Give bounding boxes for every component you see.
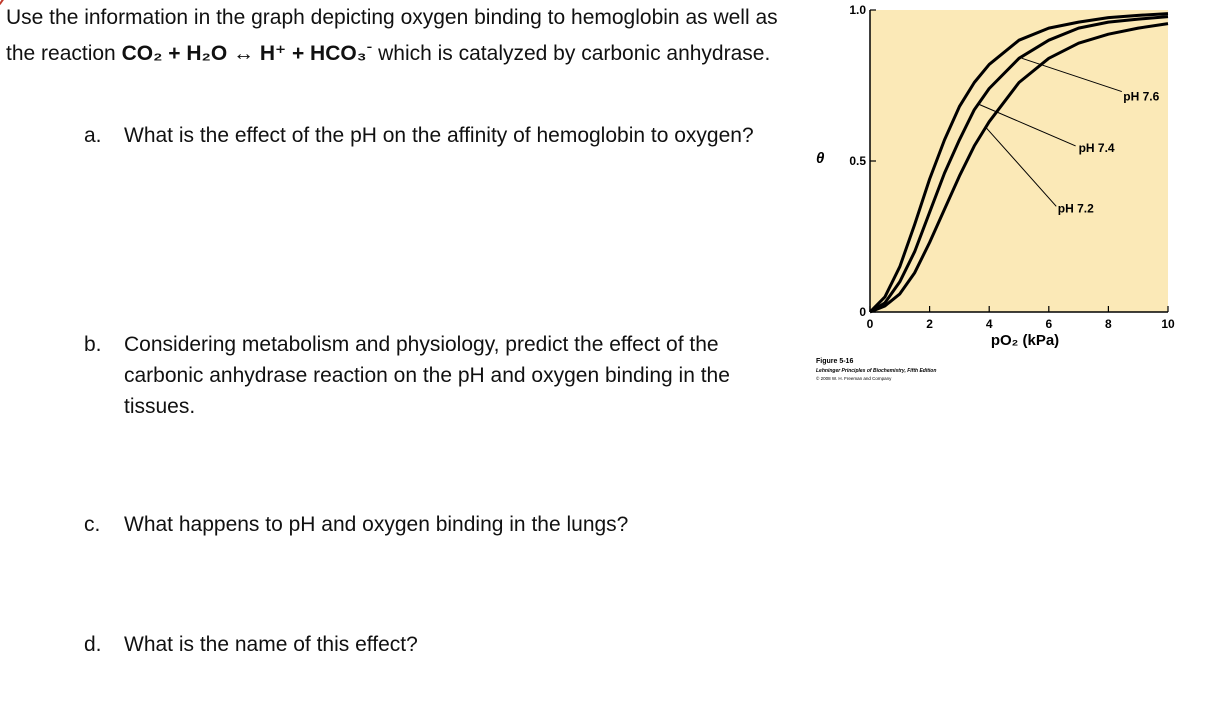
question-letter: c. <box>84 513 101 536</box>
y-tick-label: 0 <box>859 305 866 319</box>
x-tick-label: 10 <box>1161 317 1175 331</box>
question-b <box>84 329 784 422</box>
copyright-line: © 2008 W. H. Freeman and Company <box>816 376 892 381</box>
intro-paragraph <box>6 3 796 68</box>
intro-text-end: which is catalyzed by carbonic anhydrase. <box>372 42 771 65</box>
reaction-right: H⁺ + HCO₃ <box>259 42 367 65</box>
plot-area <box>870 10 1168 312</box>
oxygen-binding-chart <box>800 0 1220 410</box>
reaction-left: CO₂ + H₂O <box>121 42 228 65</box>
y-tick-label: 0.5 <box>849 154 866 168</box>
reaction-charge: - <box>366 36 373 56</box>
question-text: What is the effect of the pH on the affinity of hemoglobin to oxygen? <box>124 124 754 147</box>
source-line: Lehninger Principles of Biochemistry, Fifth Edition <box>816 368 937 374</box>
x-tick-label: 8 <box>1105 317 1112 331</box>
x-axis-label: pO₂ (kPa) <box>990 332 1060 349</box>
question-text: Considering metabolism and physiology, predict the effect of the carbonic anhydrase reaction on the pH and oxygen binding in the tissues. <box>124 333 730 418</box>
series-label-3: pH 7.2 <box>1057 201 1094 216</box>
y-tick-label: 1.0 <box>849 3 866 17</box>
y-axis-label: θ <box>816 150 825 167</box>
question-letter: d. <box>84 633 102 656</box>
question-text: What happens to pH and oxygen binding in the lungs? <box>124 513 629 536</box>
x-tick-label: 2 <box>926 317 933 331</box>
question-letter: a. <box>84 124 102 147</box>
x-tick-label: 0 <box>866 317 874 331</box>
series-label-2: pH 7.4 <box>1078 140 1115 155</box>
reaction-arrow: ↔ <box>233 42 255 65</box>
question-c <box>84 509 784 540</box>
question-d <box>84 629 784 660</box>
x-tick-label: 4 <box>985 317 993 331</box>
intro-text-start: Use the information in the graph depicting oxygen binding to hemoglobin as well as the reaction <box>6 6 778 65</box>
question-text: What is the name of this effect? <box>124 633 418 656</box>
figure-caption: Figure 5-16 <box>816 358 854 365</box>
x-tick-label: 6 <box>1045 317 1053 331</box>
question-a <box>84 120 784 151</box>
series-label-1: pH 7.6 <box>1123 89 1160 104</box>
question-letter: b. <box>84 333 102 356</box>
